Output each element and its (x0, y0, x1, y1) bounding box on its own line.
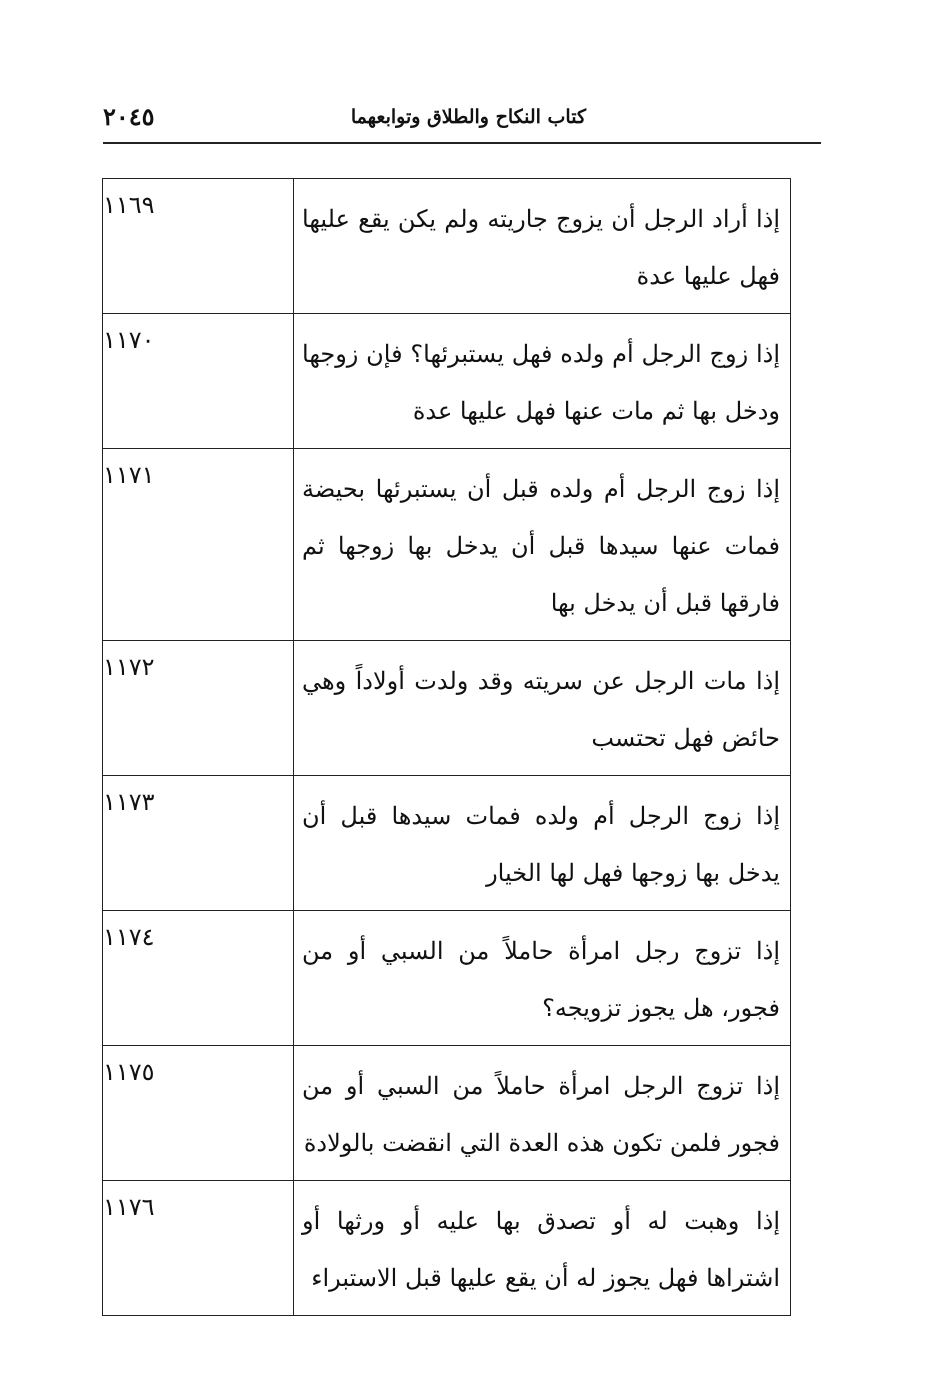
entry-text: إذا تزوج رجل امرأة حاملاً من السبي أو من فجور، هل يجوز تزويجه؟ (294, 911, 791, 1046)
table-row (103, 179, 791, 314)
table-row (103, 1181, 791, 1316)
entry-text: إذا زوج الرجل أم ولده فهل يستبرئها؟ فإن زوجها ودخل بها ثم مات عنها فهل عليها عدة (294, 314, 791, 449)
page-number: ٢٠٤٥ (103, 102, 155, 131)
table-row (103, 776, 791, 911)
entry-number: ١١٧٣ (103, 776, 294, 911)
entry-number: ١١٧٢ (103, 641, 294, 776)
table-row (103, 1046, 791, 1181)
book-title: كتاب النكاح والطلاق وتوابعهما (350, 106, 586, 128)
table-row (103, 911, 791, 1046)
table-row (103, 641, 791, 776)
index-table (102, 178, 791, 1316)
entry-number: ١١٦٩ (103, 179, 294, 314)
entry-number: ١١٧٦ (103, 1181, 294, 1316)
entry-text: إذا أراد الرجل أن يزوج جاريته ولم يكن يقع عليها فهل عليها عدة (294, 179, 791, 314)
entry-number: ١١٧٠ (103, 314, 294, 449)
table-row (103, 449, 791, 641)
entry-text: إذا تزوج الرجل امرأة حاملاً من السبي أو من فجور فلمن تكون هذه العدة التي انقضت بالولادة (294, 1046, 791, 1181)
page-header (103, 98, 821, 144)
entry-number: ١١٧٤ (103, 911, 294, 1046)
entry-number: ١١٧١ (103, 449, 294, 641)
entry-number: ١١٧٥ (103, 1046, 294, 1181)
entry-text: إذا زوج الرجل أم ولده قبل أن يستبرئها بحيضة فمات عنها سيدها قبل أن يدخل بها زوجها ثم فارقها قبل أن يدخل بها (294, 449, 791, 641)
table-row (103, 314, 791, 449)
entry-text: إذا وهبت له أو تصدق بها عليه أو ورثها أو اشتراها فهل يجوز له أن يقع عليها قبل الاستبراء (294, 1181, 791, 1316)
entry-text: إذا زوج الرجل أم ولده فمات سيدها قبل أن يدخل بها زوجها فهل لها الخيار (294, 776, 791, 911)
entry-text: إذا مات الرجل عن سريته وقد ولدت أولاداً وهي حائض فهل تحتسب (294, 641, 791, 776)
